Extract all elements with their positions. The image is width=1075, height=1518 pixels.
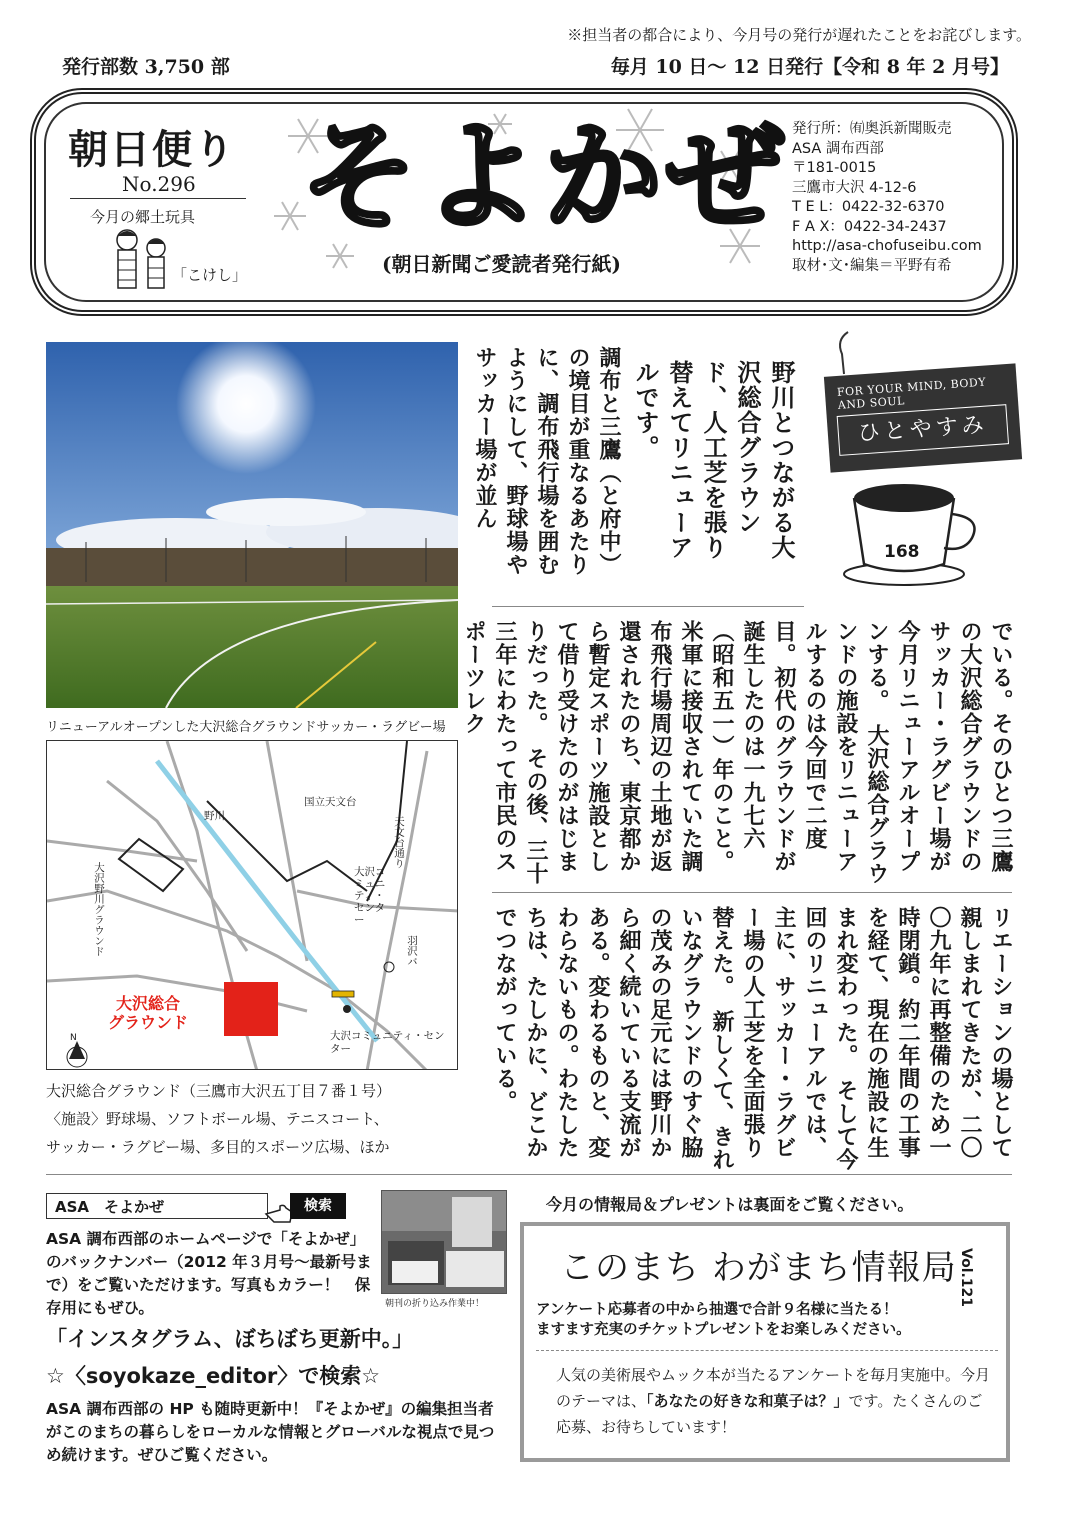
divider	[492, 606, 804, 607]
article-lead: 野川とつながる大沢総合グラウンド、人工芝を張り替えてリニューアルです。	[631, 360, 796, 560]
publisher-line: 発行所：㈲奥浜新聞販売	[792, 121, 952, 137]
article-body-low: リエーションの場として親しまれてきたが、二〇〇九年に再整備のため一時閉鎖。約二年間の工事を経て、現在の施設に生まれ変わった。 そして今回のリニューアルでは、主に、サッカー・ラグビー場の人工芝を全面張り替えた。 新しくて、きれいなグラウンドのすぐ脇の茂みの足元には野川から細く続いている支流がある。変わるものと、変わらないもの。わたしたちは、たしかに、どこかでつながっている。	[492, 906, 1014, 1171]
map-label-tenmondai: 国立天文台	[304, 796, 357, 808]
soyokaze-logo: そよかぜ	[300, 107, 789, 246]
publisher-line: 取材･文･編集＝平野有希	[792, 257, 952, 274]
map-label-nogawa: 野川	[204, 810, 225, 822]
map-caption-2: 〈施設〉野球場、ソフトボール場、テニスコート、	[46, 1110, 389, 1128]
hanger-icon	[830, 330, 860, 378]
divider	[536, 1350, 998, 1351]
map-label-tenmondai-dori: 天文台通り	[393, 816, 405, 869]
target-label-line: 大沢総合	[116, 994, 181, 1013]
info-bureau-lead-line: アンケート応募者の中から抽選で合計９名様に当たる！	[536, 1302, 898, 1318]
divider	[70, 198, 246, 199]
map-north-label: N	[70, 1033, 77, 1043]
hp-update-text: ASA 調布西部の HP も随時更新中！『そよかぜ』の編集担当者がこのまちの暮らしをローカルな情報とグローバルな視点で見つめ続けます。ぜひご覧ください。	[46, 1400, 495, 1464]
info-bureau-title: このまち わがまち情報局	[560, 1248, 957, 1288]
publisher-line: T E L：0422-32-6370	[792, 199, 945, 215]
photo-caption: 朝刊の折り込み作業中！	[385, 1299, 485, 1309]
article-intro: 調布と三鷹（と府中）の境目が重なるあたりに、調布飛行場を囲むようにして、野球場やサッカー場が並ん	[472, 346, 622, 576]
map-label-nogawa-ground: 大沢野川グラウンド	[93, 862, 105, 957]
delay-notice: ※担当者の都合により、今月号の発行が遅れたことをお詫びします。	[567, 26, 1031, 44]
info-bureau-lead	[536, 1300, 911, 1340]
publisher-line: 三鷹市大沢 4-12-6	[792, 179, 917, 196]
article-body-mid: でいる。そのひとつ三鷹の大沢総合グラウンドのサッカー・ラグビー場が今月リニューアルオープンする。 大沢総合グラウンドの施設をリニューアルするのは今回で二度目。初代のグラウンドが誕生したのは一九七六（昭和五一）年のこと。 米軍に接収されていた調布飛行場周辺の土地が返還されたのち、東京都から暫定スポーツ施設として借り受けたのがはじまりだった。 その後、三十三年にわたって市民のスポーツレク	[461, 620, 1014, 885]
divider	[46, 1174, 1012, 1175]
kokeshi-icon	[112, 226, 172, 292]
hitoyasumi-english: FOR YOUR MIND, BODY AND SOUL	[836, 375, 987, 412]
map-caption-1: 大沢総合グラウンド（三鷹市大沢五丁目７番１号）	[46, 1082, 392, 1100]
info-bureau-heading: 今月の情報局＆プレゼントは裏面をご覧ください。	[546, 1195, 914, 1214]
logo-subtitle: (朝日新聞ご愛読者発行紙)	[382, 252, 621, 276]
target-label-line: グラウンド	[108, 1013, 189, 1032]
coffee-cup-icon	[840, 478, 990, 588]
description-text: です。たくさんのご応募、お待ちしています！	[556, 1392, 983, 1436]
publisher-info	[792, 120, 982, 276]
theme-text: 「あなたの好きな和菓子は？」	[646, 1392, 849, 1410]
info-bureau-vol: Vol.121	[958, 1248, 974, 1308]
info-bureau-description	[556, 1362, 996, 1440]
publisher-line: 〒181-0015	[792, 160, 877, 176]
publisher-url[interactable]: http://asa-chofuseibu.com	[792, 238, 982, 254]
toy-label: 今月の郷土玩具	[90, 208, 196, 226]
description-text: 人気の美術展やムック本が当たるアンケートを毎月実施中。今月のテーマは、	[556, 1366, 990, 1410]
divider	[492, 892, 1012, 893]
hitoyasumi-number: 168	[884, 542, 920, 562]
map-label-hanezawa: 羽沢バ	[406, 935, 418, 967]
target-location-marker	[224, 982, 278, 1036]
instagram-handle: ☆〈soyokaze_editor〉で検索☆	[46, 1364, 381, 1388]
publisher-line: ASA 調布西部	[792, 140, 884, 157]
map-caption-3: サッカー・ラグビー場、多目的スポーツ広場、ほか	[46, 1138, 390, 1156]
photo-caption: リニューアルオープンした大沢総合グラウンドサッカー・ラグビー場	[46, 720, 446, 735]
issue-number: No.296	[122, 172, 196, 196]
search-button[interactable]: 検索	[290, 1193, 346, 1219]
homepage-text: ASA 調布西部のホームページで「そよかぜ」のバックナンバー（2012 年３月号～最新号まで）をご覧いただけます。写真もカラー！ 保存用にもぜひ。	[46, 1230, 372, 1317]
instagram-heading: 「インスタグラム、ぼちぼち更新中。」	[46, 1327, 414, 1351]
info-bureau-lead-line: ますます充実のチケットプレゼントをお楽しみください。	[536, 1322, 911, 1338]
folding-work-photo	[381, 1190, 507, 1294]
map-label-community-1: 大沢コミュニティ・センター	[354, 866, 386, 926]
asahi-dayori-title: 朝日便り	[68, 126, 236, 173]
hitoyasumi-title: ひとやすみ	[837, 404, 1009, 456]
search-keyword-box: ASA そよかぜ	[46, 1193, 268, 1219]
hitoyasumi-board	[824, 363, 1022, 472]
circulation-count: 発行部数 3,750 部	[62, 56, 230, 78]
map-label-community-2: 大沢コミュニティ・センター	[330, 1030, 445, 1055]
target-location-label	[108, 994, 188, 1032]
ground-photo	[46, 342, 458, 708]
issue-info: 毎月 10 日～ 12 日発行【令和 8 年 2 月号】	[610, 56, 1009, 78]
publisher-line: F A X：0422-34-2437	[792, 218, 947, 235]
toy-name: 「こけし」	[172, 266, 248, 284]
